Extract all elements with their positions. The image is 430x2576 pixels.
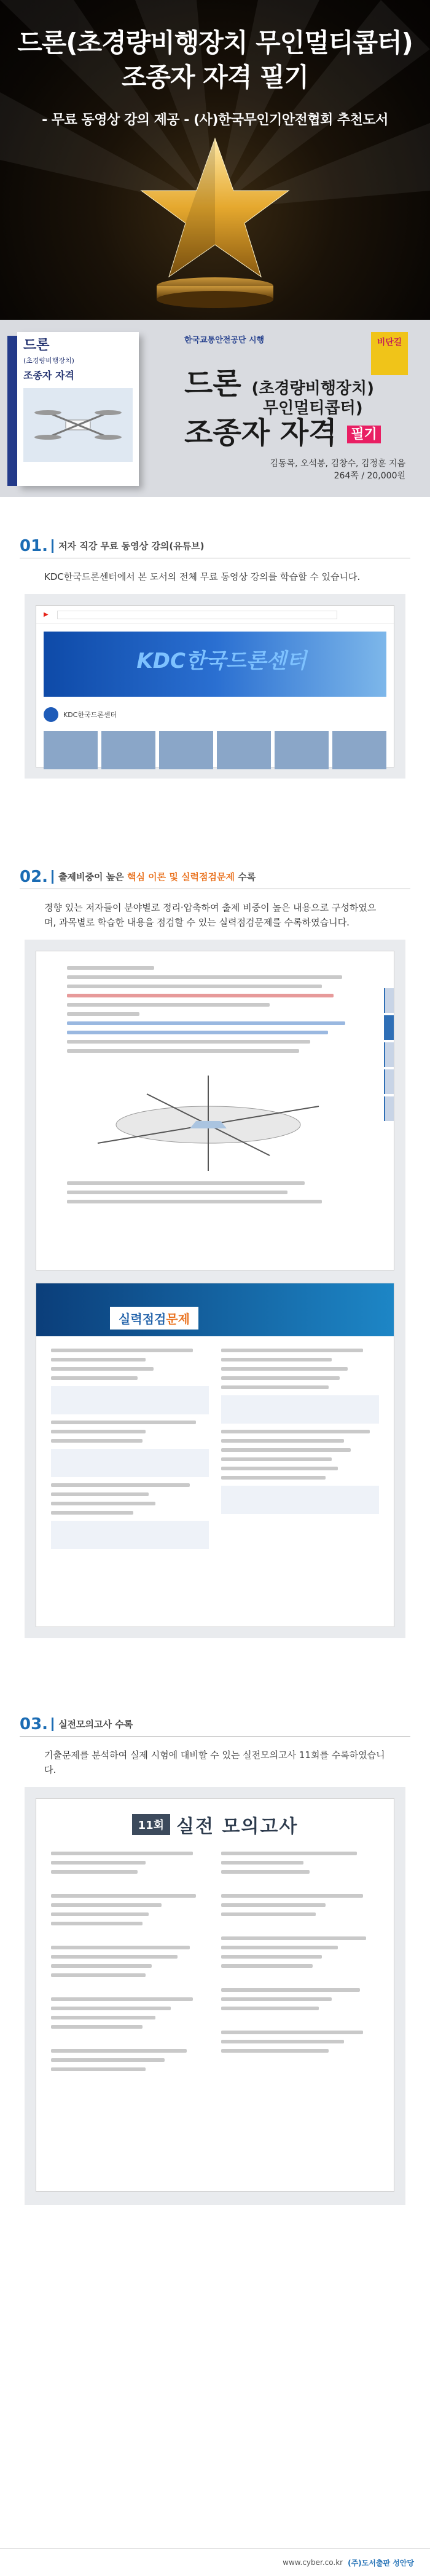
hero-title bbox=[0, 26, 430, 95]
section-01-num: 01. bbox=[20, 536, 49, 555]
youtube-channel-row bbox=[36, 704, 394, 725]
section-divider bbox=[52, 870, 53, 884]
section-01-header bbox=[20, 534, 410, 558]
drone-image-icon bbox=[23, 388, 133, 462]
chapter-tab[interactable] bbox=[384, 988, 394, 1013]
youtube-topbar bbox=[36, 606, 394, 624]
authors bbox=[270, 458, 406, 482]
gold-star-trophy-icon bbox=[135, 132, 295, 311]
section-02 bbox=[0, 865, 430, 1638]
author-names: 김동목, 오석봉, 김창수, 김정훈 지음 bbox=[270, 459, 405, 469]
book-title-main: 드론 bbox=[184, 367, 241, 401]
section-02-title-post: 수록 bbox=[235, 871, 256, 882]
theory-page bbox=[36, 951, 394, 1270]
chapter-tab[interactable] bbox=[384, 1096, 394, 1121]
textbook-preview-panel bbox=[25, 940, 405, 1638]
theory-text bbox=[36, 951, 394, 1069]
cover-title bbox=[23, 338, 133, 353]
section-divider bbox=[52, 539, 53, 553]
section-02-num: 02. bbox=[20, 867, 49, 886]
section-01-title bbox=[58, 539, 204, 552]
youtube-banner bbox=[44, 632, 386, 697]
footer-publisher: (주)도서출판 성안당 bbox=[348, 2558, 414, 2567]
book-title-paren-2: 무인멀티콥터) bbox=[263, 399, 363, 418]
cover-subtitle: 조종자 자격 bbox=[23, 370, 74, 381]
book-title-tag: 필기 bbox=[347, 426, 381, 443]
chapter-tabs bbox=[384, 988, 394, 1124]
aircraft-axis-diagram bbox=[73, 1069, 343, 1174]
video-thumbnail[interactable] bbox=[217, 731, 271, 769]
cover-paren: (초경량비행장치) bbox=[23, 357, 74, 365]
section-03-title bbox=[58, 1718, 133, 1730]
hero-title-line1: 드론(초경량비행장치 무인멀티콥터) bbox=[17, 28, 413, 58]
theory-text-2 bbox=[36, 1176, 394, 1220]
exam-page bbox=[36, 1798, 394, 2192]
video-thumbnail[interactable] bbox=[275, 731, 329, 769]
video-thumbnail[interactable] bbox=[332, 731, 386, 769]
chapter-tab[interactable] bbox=[384, 1042, 394, 1067]
section-03 bbox=[0, 1712, 430, 2205]
youtube-logo-icon: ▶ bbox=[44, 611, 49, 618]
cover-title-main: 드론 bbox=[23, 338, 50, 353]
exam-column-right bbox=[221, 1852, 379, 2077]
exam-preview-panel bbox=[25, 1787, 405, 2205]
youtube-screen bbox=[36, 605, 394, 767]
book-title-paren-1: (초경량비행장치) bbox=[251, 379, 375, 398]
hero-title-line2: 조종자 자격 필기 bbox=[121, 62, 309, 92]
book-info bbox=[0, 320, 430, 497]
section-02-title-pre: 출제비중이 높은 bbox=[58, 871, 127, 882]
quiz-column-left bbox=[51, 1349, 209, 1555]
badge: 비단길 bbox=[371, 332, 408, 375]
youtube-preview-panel bbox=[25, 594, 405, 779]
section-02-title-highlight: 핵심 이론 및 실력점검문제 bbox=[127, 871, 235, 882]
section-02-desc: 경향 있는 저자들이 분야별로 정리·압축하여 출제 비중이 높은 내용으로 구성하였으며, 과목별로 학습한 내용을 점검할 수 있는 실력점검문제를 수록하였습니다. bbox=[44, 902, 377, 928]
section-03-desc: 기출문제를 분석하여 실제 시험에 대비할 수 있는 실전모의고사 11회를 수록하였습니다. bbox=[44, 1750, 385, 1775]
youtube-video-grid bbox=[36, 725, 394, 778]
quiz-label-highlight: 문제 bbox=[166, 1312, 190, 1326]
exam-number: 11회 bbox=[132, 1814, 170, 1835]
quiz-column-right bbox=[221, 1349, 379, 1555]
exam-columns bbox=[36, 1845, 394, 2083]
section-03-num: 03. bbox=[20, 1714, 49, 1734]
exam-title: 실전 모의고사 bbox=[176, 1816, 299, 1837]
youtube-search-bar[interactable] bbox=[57, 611, 337, 619]
book-price: 264쪽 / 20,000원 bbox=[334, 471, 405, 481]
hero-subtitle: - 무료 동영상 강의 제공 - (사)한국무인기안전협회 추천도서 bbox=[42, 113, 388, 128]
book-title-sub: 조종자 자격 bbox=[184, 416, 337, 450]
footer-url[interactable]: www.cyber.co.kr bbox=[283, 2558, 343, 2567]
quiz-columns bbox=[36, 1336, 394, 1567]
section-02-header bbox=[20, 865, 410, 889]
exam-header bbox=[36, 1799, 394, 1845]
publisher-label: 한국교통안전공단 시행 bbox=[184, 336, 265, 345]
quiz-label-text: 실력점검 bbox=[119, 1312, 166, 1326]
section-01-desc: KDC한국드론센터에서 본 도서의 전체 무료 동영상 강의를 학습할 수 있습니다. bbox=[44, 571, 361, 582]
quiz-label bbox=[110, 1307, 198, 1330]
hero-banner bbox=[0, 0, 430, 320]
book-cover bbox=[17, 332, 139, 486]
footer bbox=[0, 2548, 430, 2576]
section-03-title-text: 실전모의고사 수록 bbox=[58, 1719, 133, 1730]
quiz-header bbox=[36, 1283, 394, 1336]
youtube-channel-name: KDC한국드론센터 bbox=[63, 711, 117, 719]
video-thumbnail[interactable] bbox=[44, 731, 98, 769]
video-thumbnail[interactable] bbox=[101, 731, 155, 769]
section-divider bbox=[52, 1718, 53, 1731]
video-thumbnail[interactable] bbox=[159, 731, 213, 769]
book-title bbox=[184, 368, 381, 451]
chapter-tab[interactable] bbox=[384, 1069, 394, 1094]
chapter-tab[interactable] bbox=[384, 1015, 394, 1040]
section-01 bbox=[0, 534, 430, 779]
section-02-title bbox=[58, 870, 256, 883]
quiz-page bbox=[36, 1283, 394, 1627]
youtube-banner-text: KDC한국드론센터 bbox=[136, 649, 307, 673]
section-01-title-text: 저자 직강 무료 동영상 강의(유튜브) bbox=[58, 541, 205, 552]
avatar bbox=[44, 707, 58, 722]
section-03-header bbox=[20, 1712, 410, 1737]
exam-column-left bbox=[51, 1852, 209, 2077]
